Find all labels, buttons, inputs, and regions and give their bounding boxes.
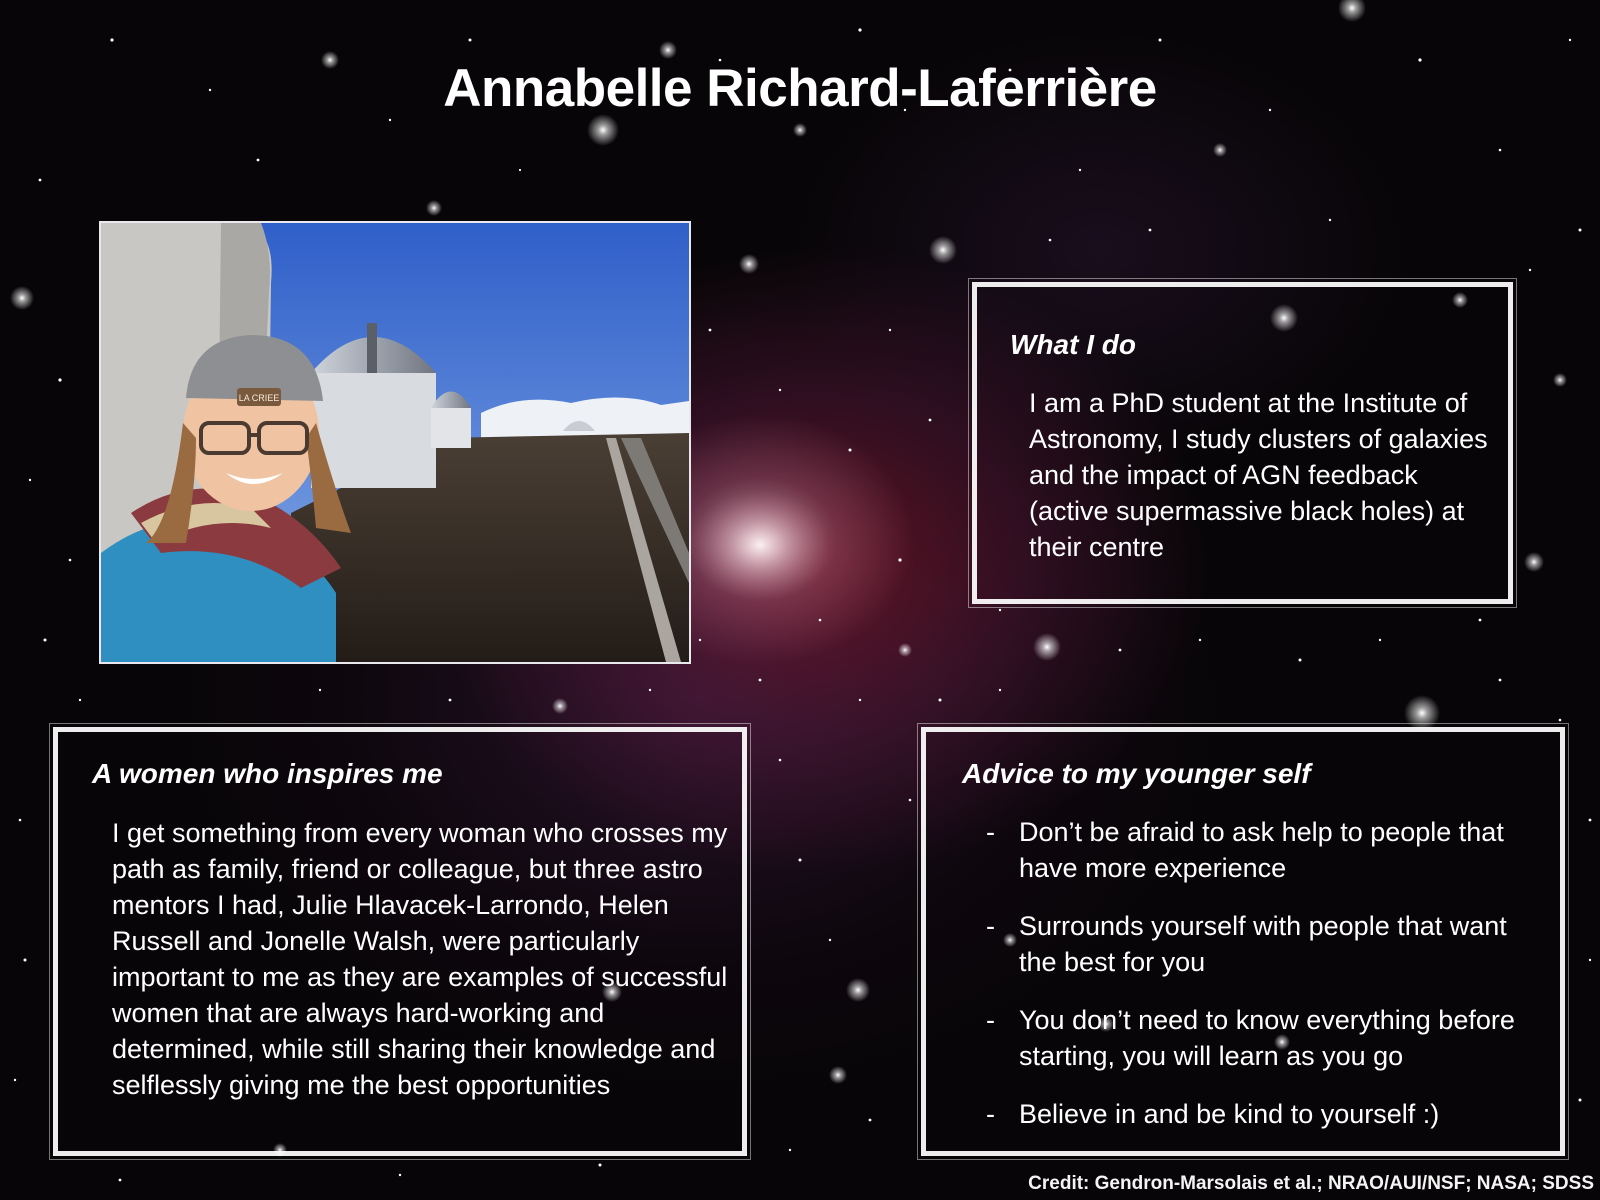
advice-item-text: Surrounds yourself with people that want the best for you xyxy=(1019,911,1507,977)
page-title: Annabelle Richard-Laferrière xyxy=(443,59,1157,118)
advice-bullet: - xyxy=(986,1005,995,1035)
advice-item-text: Don’t be afraid to ask help to people that have more experience xyxy=(1019,817,1504,883)
what-i-do-text: I am a PhD student at the Institute of Astronomy, I study clusters of galaxies and the impact of AGN feedback (active supermassive black holes) at their centre xyxy=(1029,388,1488,562)
profile-photo xyxy=(99,221,691,664)
advice-item xyxy=(986,1096,1546,1132)
inspiration-box xyxy=(53,727,747,1156)
advice-bullet: - xyxy=(986,1099,995,1129)
what-i-do-box xyxy=(972,282,1513,604)
advice-item-text: You don’t need to know everything before starting, you will learn as you go xyxy=(1019,1005,1515,1071)
image-credit: Credit: Gendron-Marsolais et al.; NRAO/AUI/NSF; NASA; SDSS xyxy=(1028,1173,1594,1194)
what-i-do-heading: What I do xyxy=(1010,329,1136,360)
inspiration-heading: A women who inspires me xyxy=(92,758,443,789)
advice-list xyxy=(986,814,1546,1154)
advice-item xyxy=(986,1002,1546,1074)
advice-heading: Advice to my younger self xyxy=(962,758,1311,789)
advice-item xyxy=(986,814,1546,886)
advice-bullet: - xyxy=(986,911,995,941)
advice-item xyxy=(986,908,1546,980)
inspiration-text: I get something from every woman who crosses my path as family, friend or colleague, but three astro mentors I had, Julie Hlavacek-Larrondo, Helen Russell and Jonelle Walsh, were particularly important to me as they are examples of successful women that are always hard-working and determined, while still sharing their knowledge and selflessly giving me the best opportunities xyxy=(112,818,728,1100)
advice-item-text: Believe in and be kind to yourself :) xyxy=(1019,1099,1440,1129)
beanie-label: LA CRIEE xyxy=(238,393,280,403)
advice-bullet: - xyxy=(986,817,995,847)
advice-box xyxy=(921,727,1565,1156)
